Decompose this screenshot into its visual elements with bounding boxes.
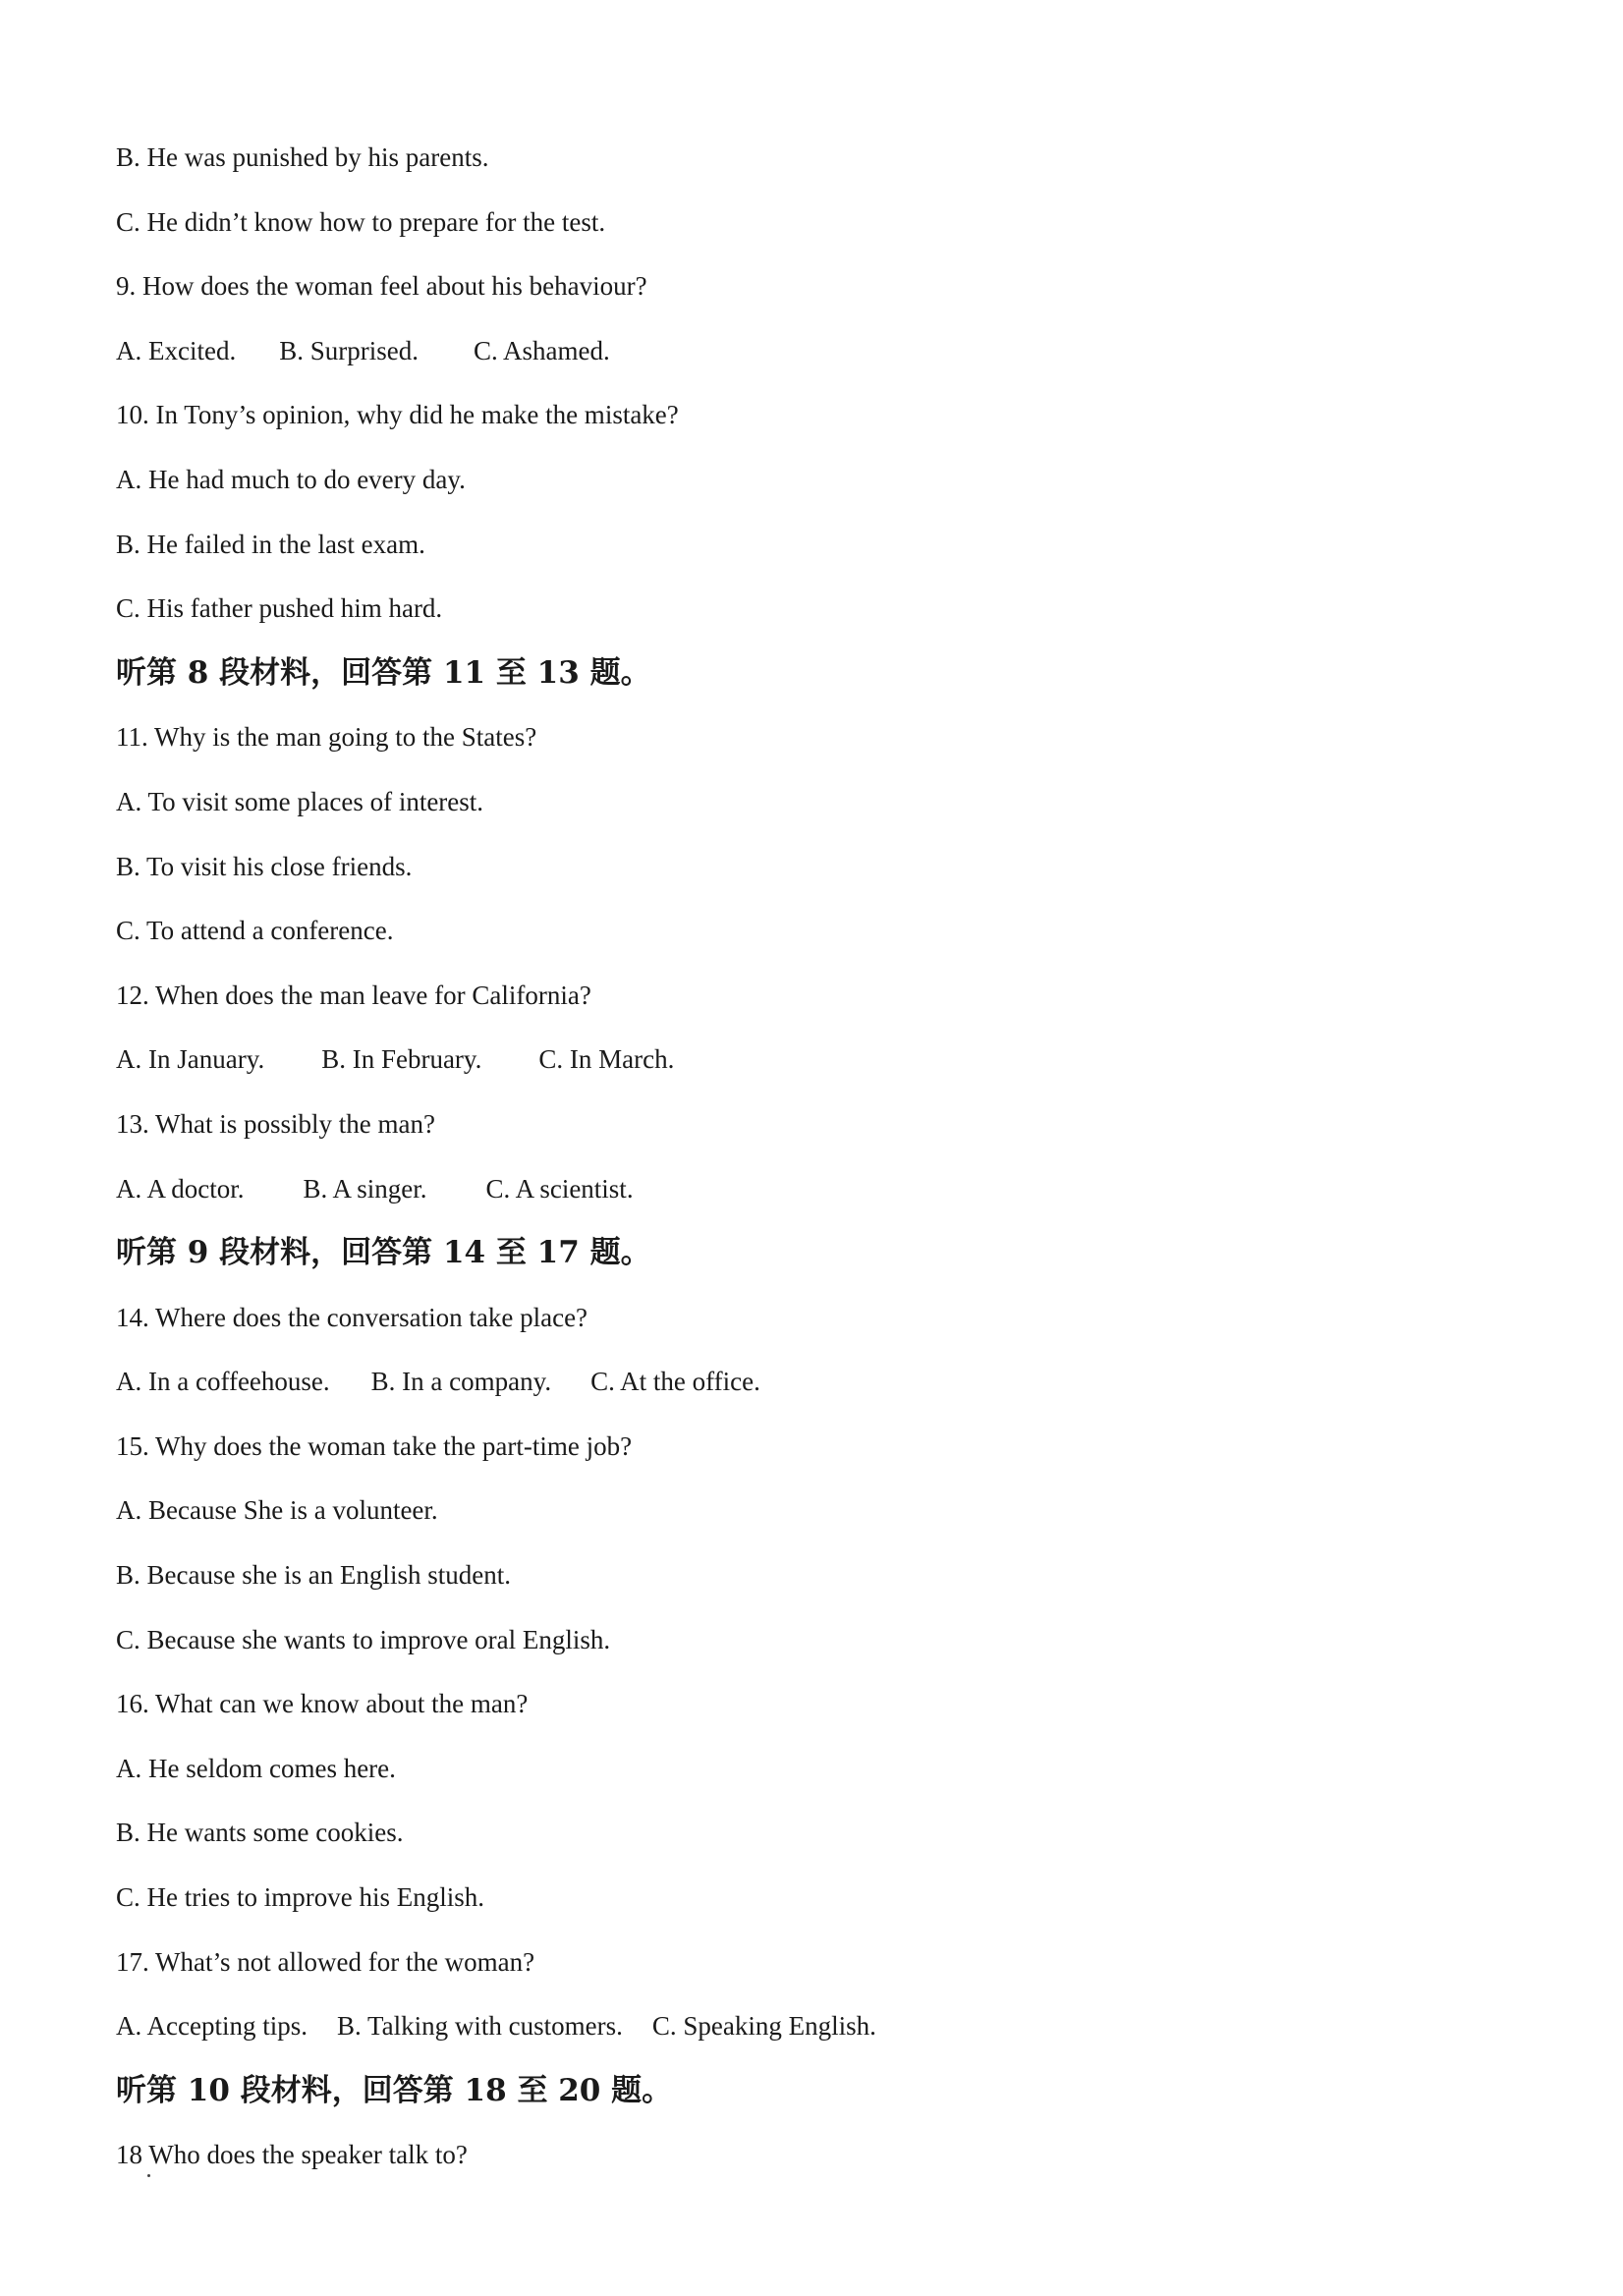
q12-option-c: C. In March.	[538, 1044, 675, 1075]
q14-option-a: A. In a coffeehouse.	[116, 1367, 330, 1397]
question-12: 12. When does the man leave for California?	[116, 980, 591, 1010]
q9-option-a: A. Excited.	[116, 335, 237, 365]
question-17: 17. What’s not allowed for the woman?	[116, 1946, 535, 1977]
question-14: 14. Where does the conversation take place?	[116, 1302, 588, 1332]
q8-option-b: B. He was punished by his parents.	[116, 142, 489, 172]
q16-option-c: C. He tries to improve his English.	[116, 1882, 484, 1913]
question-16: 16. What can we know about the man?	[116, 1689, 529, 1719]
q16-option-a: A. He seldom comes here.	[116, 1753, 396, 1783]
q15-option-c: C. Because she wants to improve oral English.	[116, 1624, 611, 1654]
q14-option-b: B. In a company.	[370, 1367, 552, 1397]
q13-option-a: A. A doctor.	[116, 1173, 245, 1204]
q15-option-b: B. Because she is an English student.	[116, 1560, 511, 1591]
q17-option-a: A. Accepting tips.	[116, 2011, 308, 2042]
stray-dot	[147, 2174, 150, 2177]
q10-option-a: A. He had much to do every day.	[116, 464, 466, 494]
q16-option-b: B. He wants some cookies.	[116, 1818, 404, 1848]
q9-option-c: C. Ashamed.	[473, 335, 610, 365]
q14-options	[116, 1350, 1511, 1415]
q11-option-b: B. To visit his close friends.	[116, 851, 413, 881]
q13-option-c: C. A scientist.	[485, 1173, 634, 1204]
question-18: 18 Who does the speaker talk to?	[116, 2140, 468, 2170]
q14-option-c: C. At the office.	[590, 1367, 760, 1397]
q12-options	[116, 1028, 1511, 1092]
section-heading-10: 听第 10 段材料，回答第 18 至 20 题。	[116, 2072, 673, 2108]
section-heading-8: 听第 8 段材料，回答第 11 至 13 题。	[116, 654, 651, 691]
question-15: 15. Why does the woman take the part-time job?	[116, 1430, 633, 1461]
q12-option-a: A. In January.	[116, 1044, 265, 1075]
q9-option-b: B. Surprised.	[279, 335, 419, 365]
q13-options	[116, 1157, 1511, 1222]
q8-option-c: C. He didn’t know how to prepare for the test.	[116, 206, 606, 237]
q15-option-a: A. Because She is a volunteer.	[116, 1495, 438, 1526]
question-10: 10. In Tony’s opinion, why did he make the mistake?	[116, 400, 679, 430]
q10-option-c: C. His father pushed him hard.	[116, 593, 443, 624]
q17-options	[116, 1994, 1511, 2059]
q17-option-b: B. Talking with customers.	[336, 2011, 623, 2042]
section-heading-9: 听第 9 段材料，回答第 14 至 17 题。	[116, 1235, 651, 1271]
question-11: 11. Why is the man going to the States?	[116, 722, 537, 753]
question-9: 9. How does the woman feel about his behaviour?	[116, 271, 647, 302]
q12-option-b: B. In February.	[321, 1044, 482, 1075]
q9-options	[116, 319, 1511, 384]
question-13: 13. What is possibly the man?	[116, 1108, 435, 1139]
q13-option-b: B. A singer.	[303, 1173, 427, 1204]
q11-option-c: C. To attend a conference.	[116, 916, 394, 946]
document-page	[116, 126, 1511, 2188]
q17-option-c: C. Speaking English.	[651, 2011, 876, 2042]
q11-option-a: A. To visit some places of interest.	[116, 786, 484, 816]
q10-option-b: B. He failed in the last exam.	[116, 529, 425, 559]
